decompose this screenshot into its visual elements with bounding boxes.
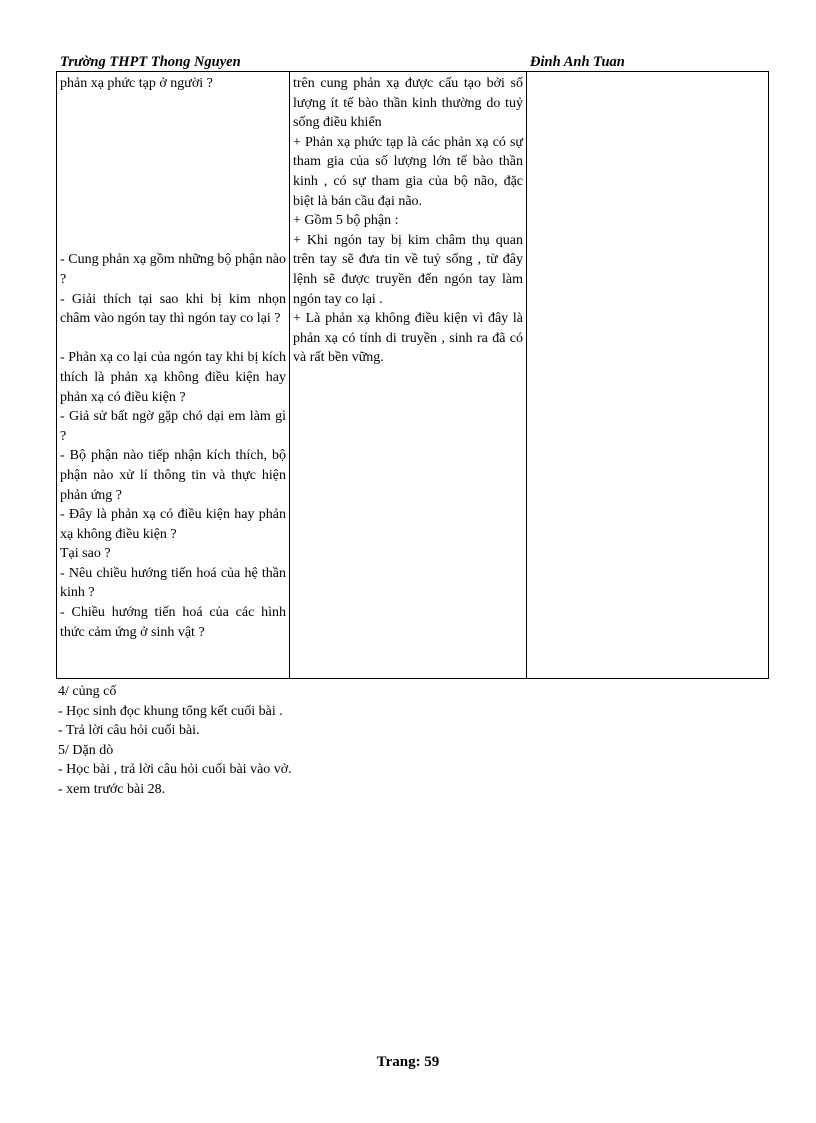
list-item: - Học bài , trả lời câu hỏi cuối bài vào vở. xyxy=(58,762,292,778)
answer-item: + Khi ngón tay bị kim châm thụ quan trên tay sẽ đưa tin về tuỷ sống , từ đây lệnh sẽ được truyền đến ngón tay làm ngón tay co lại . xyxy=(293,232,523,307)
answer-item: + Gồm 5 bộ phận : xyxy=(293,213,399,229)
table-row xyxy=(57,72,769,679)
page-header xyxy=(56,54,768,71)
spacer xyxy=(60,94,286,251)
spacer xyxy=(60,329,286,349)
notes-cell xyxy=(527,72,769,679)
question-item: - Bộ phận nào tiếp nhận kích thích, bộ phận nào xử lí thông tin và thực hiện phản ứng ? xyxy=(60,448,286,503)
question-item: - Phản xạ co lại của ngón tay khi bị kích thích là phản xạ không điều kiện hay phản xạ có điều kiện ? xyxy=(60,350,286,405)
page-number: Trang: 59 xyxy=(376,1054,440,1070)
list-item: - xem trước bài 28. xyxy=(58,781,166,797)
answer-item: + Là phản xạ không điều kiện vì đây là phản xạ có tính di truyền , sinh ra đã có và rất bền vững. xyxy=(293,311,523,366)
student-answers-cell xyxy=(290,72,527,679)
author-name: Đinh Anh Tuan xyxy=(530,54,625,70)
lesson-table xyxy=(56,71,769,679)
question-item: - Nêu chiều hướng tiến hoá của hệ thần kinh ? xyxy=(60,565,286,601)
question-item: - Đây là phản xạ có điều kiện hay phản xạ không điều kiện ? xyxy=(60,507,286,542)
lesson-closing xyxy=(58,682,292,800)
question-item: - Cung phản xạ gồm những bộ phận nào ? xyxy=(60,252,286,287)
teacher-questions-cell xyxy=(57,72,290,679)
answer-item: + Phản xạ phức tạp là các phản xạ có sự tham gia của số lượng lớn tế bào thần kinh , có sự tham gia của bộ não, đặc biệt là bán cầu đại não. xyxy=(293,134,523,209)
question-item: - Chiều hướng tiến hoá của các hình thức cảm ứng ở sinh vật ? xyxy=(60,605,286,640)
section-heading: 4/ củng cố xyxy=(58,684,117,699)
list-item: - Trả lời câu hỏi cuối bài. xyxy=(58,723,200,739)
list-item: - Học sinh đọc khung tổng kết cuối bài . xyxy=(58,703,283,719)
question-item: Tại sao ? xyxy=(60,546,111,562)
section-heading: 5/ Dặn dò xyxy=(58,742,114,758)
answer-item: trên cung phản xạ được cấu tạo bởi số lượng ít tế bào thần kinh thường do tuỷ sống điều khiển xyxy=(293,76,523,131)
question-item: - Giả sử bất ngờ gặp chó dại em làm gì ? xyxy=(60,409,286,444)
question-item: phản xạ phức tạp ở người ? xyxy=(60,76,213,91)
school-name: Trường THPT Thong Nguyen xyxy=(60,54,241,70)
question-item: - Giải thích tại sao khi bị kim nhọn châm vào ngón tay thì ngón tay co lại ? xyxy=(60,291,286,327)
